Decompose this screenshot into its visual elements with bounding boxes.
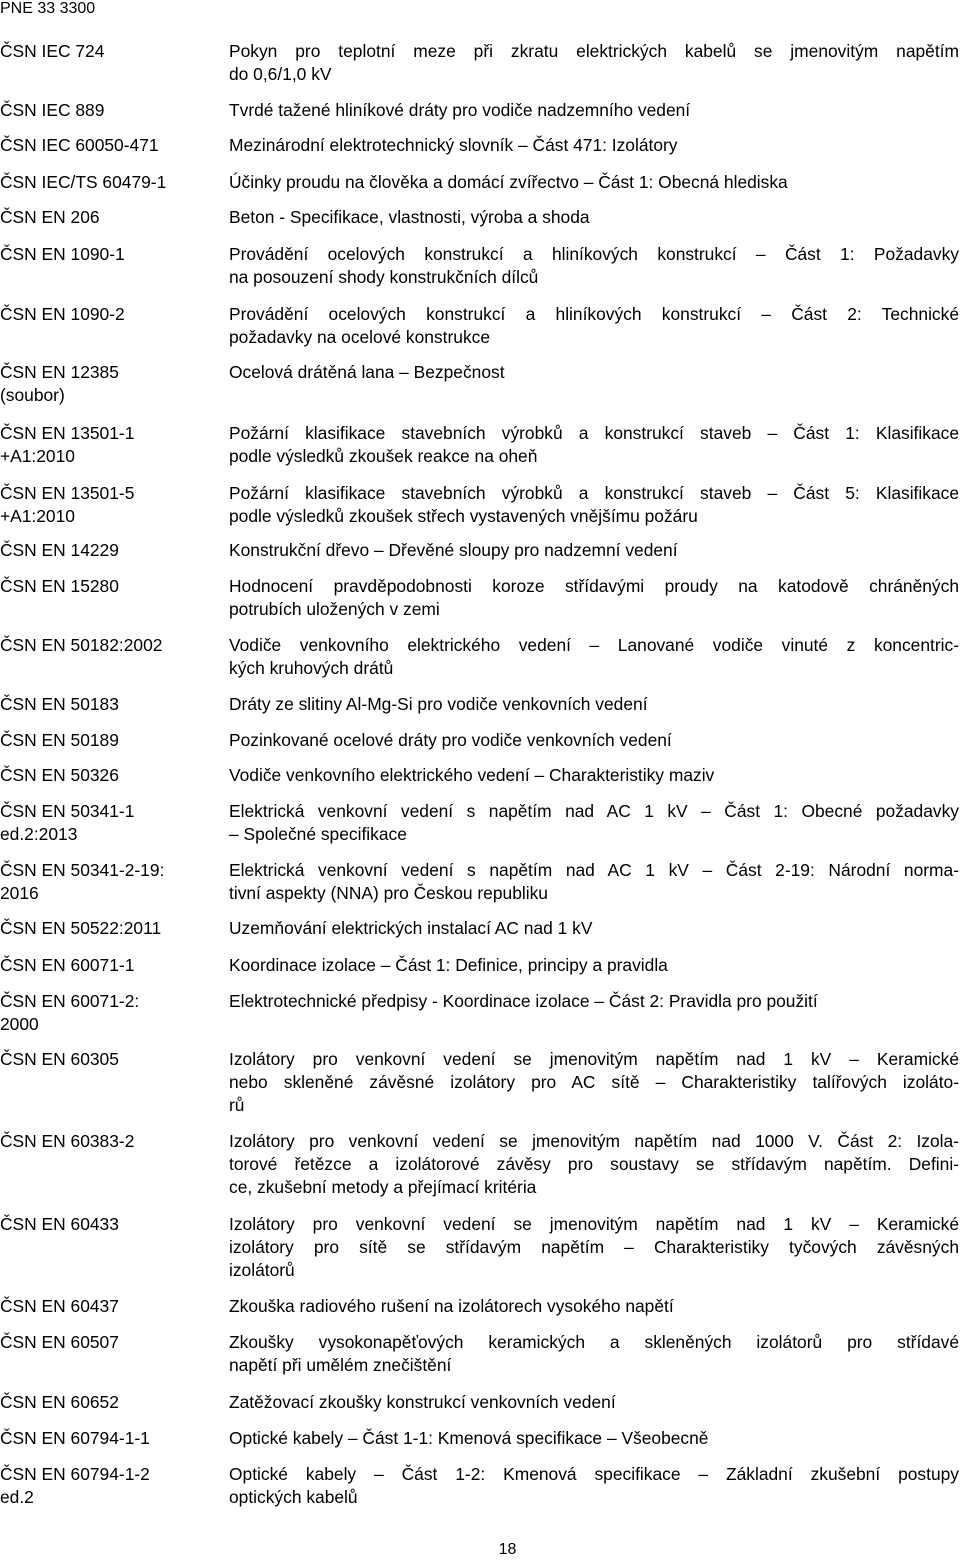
standard-title <box>229 243 959 289</box>
standard-title-line: Optické kabely – Část 1-1: Kmenová specifikace – Všeobecně <box>229 1428 709 1448</box>
standard-title-line: Zkouška radiového rušení na izolátorech vysokého napětí <box>229 1296 674 1316</box>
standard-title-line: Optické kabely – Část 1-2: Kmenová specifikace – Základní zkušební postupy <box>229 1464 959 1484</box>
standard-code <box>0 482 210 528</box>
standard-title-line: – Společné specifikace <box>229 824 407 844</box>
standard-title-line: Hodnocení pravděpodobnosti koroze střídavými proudy na katodově chráněných <box>229 576 959 596</box>
standard-title <box>229 99 959 122</box>
standard-code-line: ČSN EN 60305 <box>0 1049 119 1069</box>
standard-code <box>0 800 210 846</box>
standard-title <box>229 1048 959 1117</box>
standard-title-line: Dráty ze slitiny Al-Mg-Si pro vodiče venkovních vedení <box>229 694 648 714</box>
standard-title-line: napětí při umělém znečištění <box>229 1355 452 1375</box>
standard-code-line: ČSN EN 50326 <box>0 765 119 785</box>
standard-title <box>229 800 959 846</box>
standard-title <box>229 422 959 468</box>
standard-code-line: ČSN IEC 60050-471 <box>0 135 159 155</box>
standard-title <box>229 1427 959 1450</box>
standard-title-line: do 0,6/1,0 kV <box>229 64 332 84</box>
standard-code-line: ČSN EN 13501-1 <box>0 423 135 443</box>
standard-title-line: Konstrukční dřevo – Dřevěné sloupy pro nadzemní vedení <box>229 540 678 560</box>
standard-code-line: ČSN EN 50182:2002 <box>0 635 163 655</box>
standard-title <box>229 1463 959 1509</box>
standard-code <box>0 990 210 1036</box>
standard-title-line: kých kruhových drátů <box>229 658 394 678</box>
standard-code-line: +A1:2010 <box>0 446 75 466</box>
standard-code <box>0 303 210 326</box>
standard-code-line: ČSN EN 60071-1 <box>0 955 135 975</box>
standard-title <box>229 729 959 752</box>
standard-code <box>0 1391 210 1414</box>
standard-title-line: ce, zkušební metody a přejímací kritéria <box>229 1177 537 1197</box>
standard-code <box>0 422 210 468</box>
standard-code-line: 2016 <box>0 883 39 903</box>
standard-code-line: ČSN EN 206 <box>0 207 100 227</box>
standard-code-line: ČSN EN 60383-2 <box>0 1131 135 1151</box>
standard-title-line: Koordinace izolace – Část 1: Definice, principy a pravidla <box>229 955 668 975</box>
standard-title <box>229 482 959 528</box>
standard-code <box>0 954 210 977</box>
standard-title <box>229 917 959 940</box>
standard-code-line: (soubor) <box>0 385 65 405</box>
standard-title-line: Izolátory pro venkovní vedení se jmenovitým napětím nad 1 kV – Keramické <box>229 1049 959 1069</box>
standard-code-line: ČSN EN 13501-5 <box>0 483 135 503</box>
standard-code-line: ČSN EN 60507 <box>0 1332 119 1352</box>
standard-code-line: ČSN EN 60433 <box>0 1214 119 1234</box>
standard-title-line: Pokyn pro teplotní meze při zkratu elektrických kabelů se jmenovitým napětím <box>229 41 959 61</box>
standard-code-line: ČSN EN 14229 <box>0 540 119 560</box>
standard-code <box>0 40 210 63</box>
standard-title-line: Ocelová drátěná lana – Bezpečnost <box>229 362 505 382</box>
standard-title <box>229 954 959 977</box>
standard-title <box>229 539 959 562</box>
standard-title-line: Provádění ocelových konstrukcí a hliníkových konstrukcí – Část 1: Požadavky <box>229 244 959 264</box>
standard-title <box>229 303 959 349</box>
standard-title-line: Zatěžovací zkoušky konstrukcí venkovních vedení <box>229 1392 616 1412</box>
standard-code-line: ČSN EN 60794-1-2 <box>0 1464 150 1484</box>
page-header: PNE 33 3300 <box>0 0 96 17</box>
standard-code <box>0 917 210 940</box>
standard-title-line: optických kabelů <box>229 1487 358 1507</box>
standard-code <box>0 693 210 716</box>
standard-title <box>229 361 959 384</box>
standard-code-line: ČSN EN 60437 <box>0 1296 119 1316</box>
standard-title <box>229 134 959 157</box>
standard-code-line: ČSN EN 60794-1-1 <box>0 1428 150 1448</box>
standard-title-line: nebo skleněné závěsné izolátory pro AC sítě – Charakteristiky talířových izoláto- <box>229 1072 959 1092</box>
standard-code-line: 2000 <box>0 1014 39 1034</box>
standard-code <box>0 1427 210 1450</box>
standard-title <box>229 1130 959 1199</box>
standard-title-line: tivní aspekty (NNA) pro Českou republiku <box>229 883 548 903</box>
standard-title-line: Izolátory pro venkovní vedení se jmenovitým napětím nad 1000 V. Část 2: Izola- <box>229 1131 959 1151</box>
standard-title-line: Vodiče venkovního elektrického vedení – Charakteristiky maziv <box>229 765 715 785</box>
standard-title <box>229 634 959 680</box>
standard-code <box>0 1331 210 1354</box>
standard-code-line: ČSN EN 12385 <box>0 362 119 382</box>
standard-title <box>229 575 959 621</box>
standard-code <box>0 1463 210 1509</box>
standard-title <box>229 990 959 1013</box>
standard-code <box>0 361 210 407</box>
standard-title <box>229 764 959 787</box>
standard-title-line: rů <box>229 1095 245 1115</box>
standard-title-line: Elektrotechnické předpisy - Koordinace izolace – Část 2: Pravidla pro použití <box>229 991 818 1011</box>
standard-code <box>0 539 210 562</box>
standard-code <box>0 729 210 752</box>
standard-code-line: ČSN IEC/TS 60479-1 <box>0 172 167 192</box>
standard-title-line: Uzemňování elektrických instalací AC nad 1 kV <box>229 918 593 938</box>
standard-title <box>229 693 959 716</box>
standard-title-line: Izolátory pro venkovní vedení se jmenovitým napětím nad 1 kV – Keramické <box>229 1214 959 1234</box>
standard-code-line: ed.2:2013 <box>0 824 78 844</box>
standard-title-line: Beton - Specifikace, vlastnosti, výroba a shoda <box>229 207 590 227</box>
standard-code <box>0 575 210 598</box>
standard-code-line: ČSN EN 50189 <box>0 730 119 750</box>
standard-title <box>229 859 959 905</box>
standard-title-line: Vodiče venkovního elektrického vedení – Lanované vodiče vinuté z koncentric- <box>229 635 959 655</box>
standard-title <box>229 206 959 229</box>
standard-title-line: Pozinkované ocelové dráty pro vodiče venkovních vedení <box>229 730 672 750</box>
standard-code <box>0 134 210 157</box>
standard-code-line: ČSN IEC 889 <box>0 100 105 120</box>
standard-code-line: ČSN EN 1090-1 <box>0 244 125 264</box>
standard-code <box>0 99 210 122</box>
standard-title-line: Mezinárodní elektrotechnický slovník – Část 471: Izolátory <box>229 135 678 155</box>
standard-title-line: izolátorů <box>229 1260 295 1280</box>
standard-title <box>229 1295 959 1318</box>
standard-title-line: izolátory pro sítě se střídavým napětím – Charakteristiky tyčových závěsných <box>229 1237 959 1257</box>
standard-code-line: ČSN EN 50341-1 <box>0 801 135 821</box>
standard-title-line: torové řetězce a izolátorové závěsy pro soustavy se střídavým napětím. Defini- <box>229 1154 959 1174</box>
standard-title <box>229 40 959 86</box>
standard-title <box>229 1331 959 1377</box>
page-number: 18 <box>498 1541 517 1558</box>
standard-title-line: Účinky proudu na člověka a domácí zvířectvo – Část 1: Obecná hlediska <box>229 172 788 192</box>
standard-title <box>229 1391 959 1414</box>
standard-code-line: ed.2 <box>0 1487 34 1507</box>
standard-code <box>0 1213 210 1236</box>
standard-code <box>0 634 210 657</box>
standard-code <box>0 171 210 194</box>
standard-code <box>0 859 210 905</box>
standard-code <box>0 206 210 229</box>
standard-title-line: Elektrická venkovní vedení s napětím nad AC 1 kV – Část 2-19: Národní norma- <box>229 860 959 880</box>
standard-title-line: podle výsledků zkoušek střech vystavených vnějšímu požáru <box>229 506 698 526</box>
standard-title <box>229 1213 959 1282</box>
standard-title-line: Požární klasifikace stavebních výrobků a konstrukcí staveb – Část 1: Klasifikace <box>229 423 959 443</box>
standard-title <box>229 171 959 194</box>
standard-title-line: potrubích uložených v zemi <box>229 599 440 619</box>
standard-title-line: Tvrdé tažené hliníkové dráty pro vodiče nadzemního vedení <box>229 100 691 120</box>
standard-code-line: ČSN IEC 724 <box>0 41 105 61</box>
standard-title-line: Zkoušky vysokonapěťových keramických a skleněných izolátorů pro střídavé <box>229 1332 959 1352</box>
standard-title-line: na posouzení shody konstrukčních dílců <box>229 267 539 287</box>
standard-title-line: podle výsledků zkoušek reakce na oheň <box>229 446 538 466</box>
standard-title-line: Požární klasifikace stavebních výrobků a konstrukcí staveb – Část 5: Klasifikace <box>229 483 959 503</box>
standard-title-line: Provádění ocelových konstrukcí a hliníkových konstrukcí – Část 2: Technické <box>229 304 959 324</box>
standard-code-line: ČSN EN 1090-2 <box>0 304 125 324</box>
standard-code-line: ČSN EN 50522:2011 <box>0 918 162 938</box>
standard-code <box>0 1048 210 1071</box>
standard-code-line: +A1:2010 <box>0 506 75 526</box>
standard-code-line: ČSN EN 60652 <box>0 1392 119 1412</box>
standard-title-line: Elektrická venkovní vedení s napětím nad AC 1 kV – Část 1: Obecné požadavky <box>229 801 959 821</box>
standard-code-line: ČSN EN 50183 <box>0 694 119 714</box>
standard-title-line: požadavky na ocelové konstrukce <box>229 327 491 347</box>
standard-code-line: ČSN EN 15280 <box>0 576 119 596</box>
standard-code <box>0 1295 210 1318</box>
standard-code-line: ČSN EN 60071-2: <box>0 991 140 1011</box>
standard-code <box>0 243 210 266</box>
standard-code <box>0 1130 210 1153</box>
standard-code <box>0 764 210 787</box>
standard-code-line: ČSN EN 50341-2-19: <box>0 860 165 880</box>
